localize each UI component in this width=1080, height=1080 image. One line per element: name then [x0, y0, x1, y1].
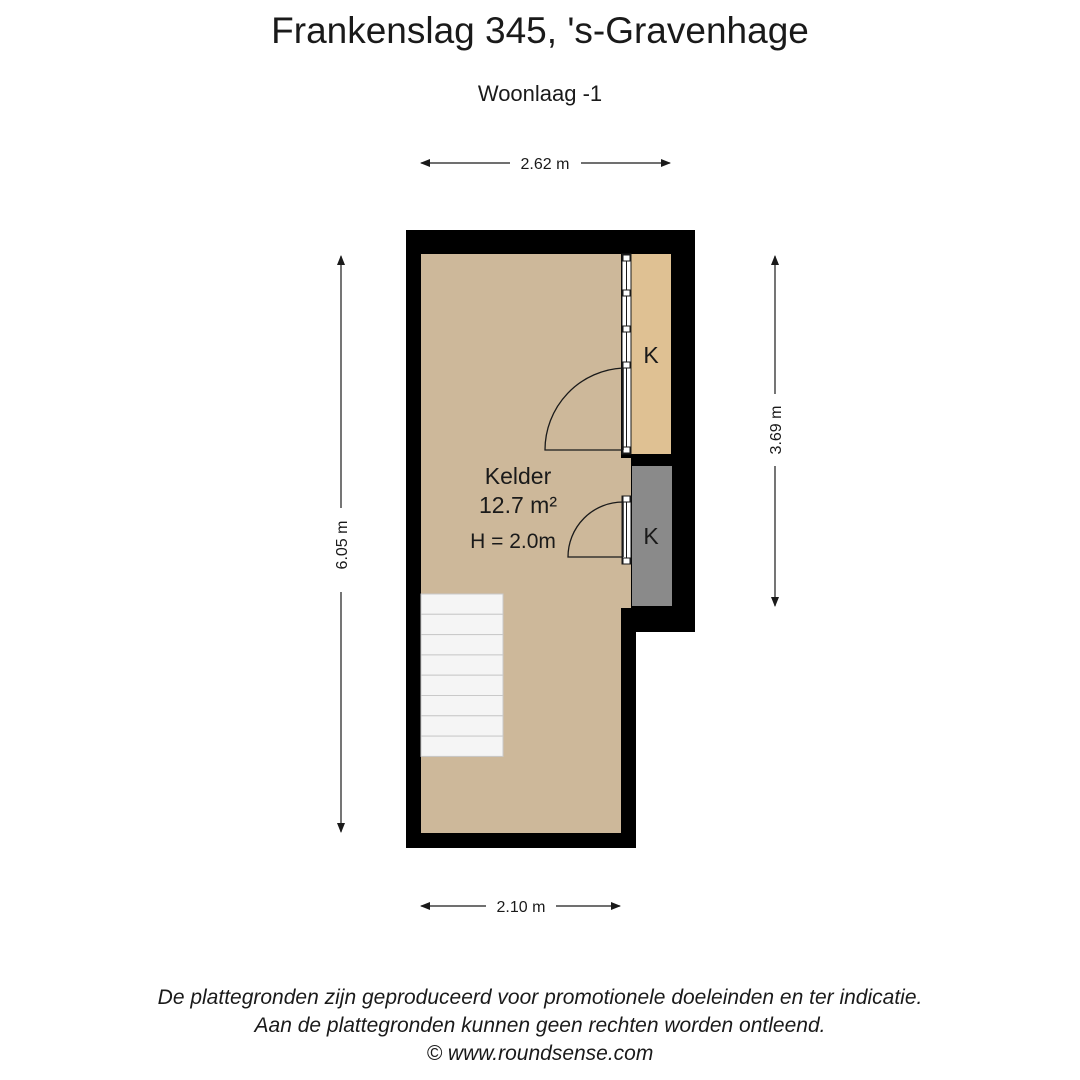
stair-tread: [421, 655, 503, 675]
stair-tread: [421, 696, 503, 716]
dimension-right-label: 3.69 m: [768, 405, 785, 455]
disclaimer: [0, 984, 1080, 1068]
room-area: 12.7 m²: [479, 492, 557, 518]
dimension-bottom: [421, 899, 620, 916]
room-name: Kelder: [484, 463, 552, 489]
dimension-left-label: 6.05 m: [334, 520, 351, 570]
room-height: H = 2.0m: [470, 530, 556, 553]
stairs: [421, 594, 503, 756]
stair-tread: [421, 736, 503, 756]
plan-title: Frankenslag 345, 's-Gravenhage: [271, 10, 809, 51]
dimension-bottom-label: 2.10 m: [496, 899, 546, 916]
stair-tread: [421, 675, 503, 695]
dimension-left: [334, 256, 351, 832]
dimension-right: [768, 256, 785, 606]
copyright-link[interactable]: © www.roundsense.com: [426, 1042, 654, 1065]
closet-upper-label: K: [643, 342, 659, 368]
stair-tread: [421, 716, 503, 736]
disclaimer-line-1: De plattegronden zijn geproduceerd voor promotionele doeleinden en ter indicatie.: [157, 986, 923, 1009]
closet-lower-label: K: [643, 523, 659, 549]
stair-tread: [421, 635, 503, 655]
dimension-top-label: 2.62 m: [520, 156, 570, 173]
disclaimer-line-2: Aan de plattegronden kunnen geen rechten worden ontleend.: [254, 1014, 826, 1037]
stair-tread: [421, 614, 503, 634]
stair-tread: [421, 594, 503, 614]
dimension-top: [421, 156, 670, 173]
floor-level-label: Woonlaag -1: [477, 81, 603, 106]
